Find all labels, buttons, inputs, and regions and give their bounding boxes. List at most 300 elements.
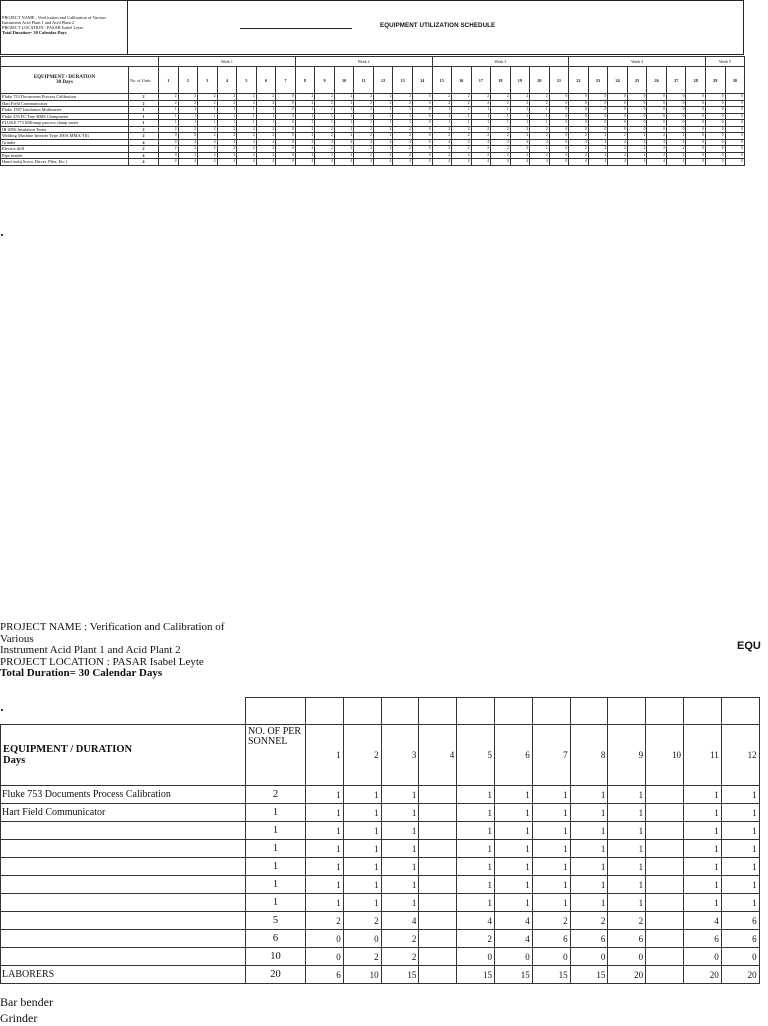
day-value: 2	[256, 146, 276, 153]
day-value	[419, 822, 457, 840]
day-value: 0	[725, 126, 745, 133]
day-value: 1	[452, 107, 472, 114]
day-value: 2	[198, 152, 218, 159]
day-header-row	[1, 725, 760, 786]
day-value: 4	[159, 139, 179, 146]
personnel-count: 10	[246, 948, 306, 966]
equipment-name: Grinder	[1, 139, 129, 146]
project-name-line2: Instrument Acid Plant 1 and Acid Plant 2	[2, 20, 75, 25]
day-value: 2	[178, 100, 198, 107]
day-value: 1	[510, 107, 530, 114]
day-number: 24	[608, 67, 628, 94]
project-name-line2: Instrument Acid Plant 1 and Acid Plant 2	[0, 644, 181, 656]
day-value: 2	[373, 126, 393, 133]
day-value: 2	[334, 126, 354, 133]
blank-cell	[608, 698, 646, 725]
bottom-project-info	[0, 622, 260, 680]
blank-cell	[246, 698, 306, 725]
day-value: 1	[721, 786, 759, 804]
week-label: Week 4	[569, 57, 706, 67]
day-value: 0	[725, 94, 745, 101]
day-value: 4	[393, 159, 413, 166]
day-value: 0	[549, 120, 569, 127]
day-value: 0	[706, 146, 726, 153]
personnel-count: 1	[246, 894, 306, 912]
day-value: 0	[412, 139, 432, 146]
week-label: Week 5	[706, 57, 745, 67]
equipment-name	[1, 912, 246, 930]
day-number: 9	[315, 67, 335, 94]
day-value: 2	[608, 912, 646, 930]
day-value: 2	[343, 948, 381, 966]
day-value: 1	[721, 804, 759, 822]
day-value: 0	[412, 146, 432, 153]
day-value: 1	[237, 120, 257, 127]
day-value: 0	[725, 159, 745, 166]
day-value: 2	[432, 100, 452, 107]
day-value: 1	[683, 876, 721, 894]
day-value: 1	[570, 876, 608, 894]
day-value: 2	[608, 152, 628, 159]
day-value: 1	[393, 113, 413, 120]
project-location: PROJECT LOCATION : PASAR Isabel Leyte	[0, 655, 204, 668]
day-value: 1	[343, 822, 381, 840]
day-value: 2	[627, 146, 647, 153]
day-value: 1	[721, 894, 759, 912]
day-value: 2	[256, 94, 276, 101]
footer-equipment-item: Bar bender	[0, 995, 53, 1009]
day-value: 2	[334, 152, 354, 159]
day-value: 1	[494, 786, 532, 804]
duration-days-label: 30 Days	[56, 80, 73, 85]
day-value: 4	[647, 159, 667, 166]
day-value: 1	[683, 894, 721, 912]
day-value: 1	[306, 822, 344, 840]
day-value: 15	[494, 966, 532, 984]
day-value: 2	[452, 152, 472, 159]
day-value: 0	[306, 948, 344, 966]
total-duration: Total Duration= 30 Calendar Days	[2, 30, 67, 35]
day-number: 7	[276, 67, 296, 94]
day-value: 2	[373, 146, 393, 153]
day-value: 0	[686, 126, 706, 133]
day-value: 4	[510, 159, 530, 166]
day-value: 4	[494, 912, 532, 930]
day-number: 4	[419, 725, 457, 786]
day-value: 1	[343, 804, 381, 822]
day-value	[646, 930, 684, 948]
day-value: 1	[217, 113, 237, 120]
day-value: 0	[686, 133, 706, 140]
day-value: 2	[530, 94, 550, 101]
day-value: 1	[457, 822, 495, 840]
table-row	[1, 894, 760, 912]
day-value: 2	[530, 126, 550, 133]
top-project-info	[0, 0, 128, 55]
day-value: 0	[725, 152, 745, 159]
day-value: 1	[570, 822, 608, 840]
day-value: 2	[373, 94, 393, 101]
day-value: 1	[721, 822, 759, 840]
day-value: 2	[471, 133, 491, 140]
day-value: 1	[159, 113, 179, 120]
day-value: 1	[256, 113, 276, 120]
day-value: 1	[457, 840, 495, 858]
day-value: 1	[432, 113, 452, 120]
day-value: 1	[532, 786, 570, 804]
day-number: 15	[432, 67, 452, 94]
day-value: 0	[549, 113, 569, 120]
top-schedule	[0, 0, 744, 166]
day-value: 2	[315, 126, 335, 133]
day-value: 2	[432, 126, 452, 133]
day-value: 2	[510, 94, 530, 101]
equipment-name	[1, 930, 246, 948]
day-value: 1	[491, 113, 511, 120]
day-number: 19	[510, 67, 530, 94]
day-value: 4	[683, 912, 721, 930]
day-value: 2	[530, 152, 550, 159]
day-value: 1	[343, 894, 381, 912]
day-value	[419, 786, 457, 804]
day-value: 2	[491, 146, 511, 153]
day-value	[419, 804, 457, 822]
day-value: 2	[256, 152, 276, 159]
day-value: 0	[549, 94, 569, 101]
blank-cell	[646, 698, 684, 725]
day-value: 2	[373, 100, 393, 107]
equipment-name: LABORERS	[1, 966, 246, 984]
day-value	[646, 840, 684, 858]
equipment-name: Hand tools(Screw Driver, Plier, Etc.)	[1, 159, 129, 166]
day-value: 0	[725, 146, 745, 153]
day-value: 4	[354, 159, 374, 166]
week-label: Week 3	[432, 57, 569, 67]
day-value: 4	[452, 139, 472, 146]
week-header-row	[1, 57, 745, 67]
day-number: 22	[569, 67, 589, 94]
day-value: 4	[530, 159, 550, 166]
day-value: 2	[178, 146, 198, 153]
day-value: 1	[471, 120, 491, 127]
day-value: 2	[452, 94, 472, 101]
day-value: 0	[412, 126, 432, 133]
unit-count: 4	[129, 139, 159, 146]
day-value: 1	[354, 120, 374, 127]
day-number: 8	[295, 67, 315, 94]
blank-cell	[419, 698, 457, 725]
day-value: 6	[721, 912, 759, 930]
equipment-duration-label: EQUIPMENT / DURATION	[3, 744, 133, 755]
day-value: 1	[159, 120, 179, 127]
day-value: 0	[608, 100, 628, 107]
day-value: 2	[315, 100, 335, 107]
day-value: 0	[276, 107, 296, 114]
day-value: 0	[276, 120, 296, 127]
day-value: 4	[198, 159, 218, 166]
table-row	[1, 822, 760, 840]
day-value: 4	[647, 139, 667, 146]
day-value: 2	[393, 152, 413, 159]
day-value: 0	[706, 126, 726, 133]
day-value: 0	[666, 126, 686, 133]
day-value: 0	[159, 133, 179, 140]
day-number: 1	[306, 725, 344, 786]
day-number: 17	[471, 67, 491, 94]
day-value: 1	[381, 858, 419, 876]
table-row	[1, 912, 760, 930]
personnel-table	[0, 697, 760, 984]
day-value: 2	[393, 133, 413, 140]
blank-cell	[683, 698, 721, 725]
day-number: 10	[334, 67, 354, 94]
day-value: 0	[608, 107, 628, 114]
day-value: 2	[510, 146, 530, 153]
equipment-duration-header	[1, 725, 246, 786]
day-number: 26	[647, 67, 667, 94]
day-value: 0	[608, 948, 646, 966]
day-value: 0	[647, 120, 667, 127]
day-value: 1	[721, 840, 759, 858]
day-value: 0	[306, 930, 344, 948]
day-value: 2	[295, 146, 315, 153]
day-value: 4	[315, 159, 335, 166]
day-value: 1	[315, 107, 335, 114]
footer-equipment-list	[0, 994, 53, 1026]
equipment-utilization-table	[0, 56, 745, 166]
day-value	[646, 948, 684, 966]
day-value: 2	[256, 133, 276, 140]
equipment-name	[1, 876, 246, 894]
day-value: 1	[295, 107, 315, 114]
day-value: 2	[647, 133, 667, 140]
day-value: 4	[588, 159, 608, 166]
day-value: 1	[608, 786, 646, 804]
day-value: 6	[532, 930, 570, 948]
day-value: 1	[532, 876, 570, 894]
personnel-count: 1	[246, 840, 306, 858]
day-value: 6	[608, 930, 646, 948]
day-value: 0	[666, 113, 686, 120]
day-value	[646, 786, 684, 804]
day-value: 0	[647, 100, 667, 107]
day-value: 2	[354, 146, 374, 153]
day-number: 25	[627, 67, 647, 94]
day-value: 2	[334, 133, 354, 140]
day-number: 2	[343, 725, 381, 786]
equipment-name: Hart Field Communicator	[1, 804, 246, 822]
day-value: 2	[570, 912, 608, 930]
day-number: 12	[721, 725, 759, 786]
day-value: 1	[237, 107, 257, 114]
day-value: 20	[608, 966, 646, 984]
day-value: 0	[412, 94, 432, 101]
duration-days-label: Days	[3, 755, 26, 766]
day-number: 3	[381, 725, 419, 786]
day-value: 4	[494, 930, 532, 948]
day-value: 4	[627, 139, 647, 146]
day-value: 1	[306, 804, 344, 822]
personnel-count: 5	[246, 912, 306, 930]
equipment-name: Fluke 753 Documents Process Calibration	[1, 786, 246, 804]
day-value	[646, 858, 684, 876]
day-value: 1	[457, 894, 495, 912]
day-value: 2	[178, 152, 198, 159]
project-location: PROJECT LOCATION : PASAR Isabel Leyte	[2, 25, 84, 30]
day-value: 2	[295, 133, 315, 140]
day-value: 4	[381, 912, 419, 930]
day-number: 5	[457, 725, 495, 786]
day-value: 1	[530, 113, 550, 120]
day-value: 4	[178, 159, 198, 166]
footer-equipment-item: Grinder	[0, 1011, 38, 1025]
day-value: 0	[588, 126, 608, 133]
table-row	[1, 876, 760, 894]
day-value: 2	[588, 133, 608, 140]
day-value: 1	[570, 786, 608, 804]
day-value: 1	[608, 858, 646, 876]
day-value: 1	[198, 113, 218, 120]
day-value: 2	[432, 152, 452, 159]
day-value: 0	[276, 146, 296, 153]
day-value: 1	[570, 840, 608, 858]
day-value: 0	[570, 948, 608, 966]
day-value: 1	[393, 107, 413, 114]
day-value: 1	[381, 840, 419, 858]
day-value: 0	[412, 133, 432, 140]
day-value: 0	[666, 94, 686, 101]
project-name-line1: PROJECT NAME : Verification and Calibration of Various	[2, 15, 107, 20]
blank-cell	[494, 698, 532, 725]
personnel-count: 1	[246, 804, 306, 822]
day-value: 0	[706, 159, 726, 166]
day-value: 0	[706, 100, 726, 107]
day-value: 1	[532, 804, 570, 822]
day-value: 1	[217, 107, 237, 114]
day-value: 4	[588, 139, 608, 146]
table-row	[1, 930, 760, 948]
day-value: 2	[491, 133, 511, 140]
day-value	[419, 930, 457, 948]
day-value: 1	[608, 804, 646, 822]
equipment-name	[1, 894, 246, 912]
day-value	[419, 966, 457, 984]
table-row	[1, 804, 760, 822]
table-row	[1, 840, 760, 858]
day-value: 15	[381, 966, 419, 984]
day-value: 0	[549, 146, 569, 153]
day-value: 2	[295, 126, 315, 133]
day-value: 2	[432, 94, 452, 101]
day-number: 16	[452, 67, 472, 94]
unit-count: 1	[129, 107, 159, 114]
day-value: 2	[217, 133, 237, 140]
day-value: 0	[608, 113, 628, 120]
day-value: 0	[706, 94, 726, 101]
equipment-name: IR 4056 Insulation Tester	[1, 126, 129, 133]
blank-header-row	[1, 698, 760, 725]
day-value: 0	[686, 120, 706, 127]
day-value: 2	[354, 126, 374, 133]
day-value: 2	[315, 133, 335, 140]
day-value: 0	[588, 120, 608, 127]
day-value: 0	[686, 94, 706, 101]
day-value: 2	[588, 152, 608, 159]
day-value: 4	[452, 159, 472, 166]
day-number: 4	[217, 67, 237, 94]
day-value: 4	[530, 139, 550, 146]
day-number: 18	[491, 67, 511, 94]
day-value: 2	[471, 152, 491, 159]
top-header	[0, 0, 744, 55]
stray-mark	[1, 234, 3, 236]
day-value: 1	[306, 894, 344, 912]
day-value: 4	[237, 139, 257, 146]
day-value: 2	[432, 146, 452, 153]
day-value: 1	[306, 840, 344, 858]
day-value: 6	[721, 930, 759, 948]
day-value: 0	[683, 948, 721, 966]
day-value: 2	[510, 133, 530, 140]
day-value: 1	[178, 113, 198, 120]
day-value: 2	[491, 126, 511, 133]
day-value: 2	[471, 94, 491, 101]
day-value: 2	[647, 146, 667, 153]
day-value: 0	[725, 107, 745, 114]
day-value: 2	[198, 94, 218, 101]
equipment-name	[1, 858, 246, 876]
day-value: 0	[569, 120, 589, 127]
day-value: 2	[306, 912, 344, 930]
day-value: 0	[549, 159, 569, 166]
day-value: 2	[627, 133, 647, 140]
day-value: 0	[276, 133, 296, 140]
day-value: 1	[530, 120, 550, 127]
day-value: 2	[295, 152, 315, 159]
day-value: 1	[471, 113, 491, 120]
personnel-header: NO. OF PERSONNEL	[246, 725, 306, 786]
day-value: 4	[569, 139, 589, 146]
blank-cell	[457, 698, 495, 725]
day-value: 0	[588, 107, 608, 114]
day-value: 4	[198, 139, 218, 146]
day-number: 6	[256, 67, 276, 94]
day-value: 2	[569, 146, 589, 153]
day-value: 2	[510, 126, 530, 133]
day-number: 13	[393, 67, 413, 94]
day-value: 1	[315, 113, 335, 120]
day-value	[419, 948, 457, 966]
personnel-count: 2	[246, 786, 306, 804]
day-value: 4	[217, 139, 237, 146]
day-number: 5	[237, 67, 257, 94]
equipment-name: Hart Field Communicator	[1, 100, 129, 107]
day-value: 2	[295, 100, 315, 107]
day-value: 0	[725, 100, 745, 107]
day-value: 2	[217, 100, 237, 107]
equipment-name: Electric drill	[1, 146, 129, 153]
day-value: 1	[532, 894, 570, 912]
day-value: 1	[432, 107, 452, 114]
day-number: 30	[725, 67, 745, 94]
day-value: 2	[666, 152, 686, 159]
day-number: 2	[178, 67, 198, 94]
blank-cell	[381, 698, 419, 725]
day-value: 2	[532, 912, 570, 930]
day-value: 1	[494, 876, 532, 894]
blank-cell	[1, 698, 246, 725]
day-number: 1	[159, 67, 179, 94]
